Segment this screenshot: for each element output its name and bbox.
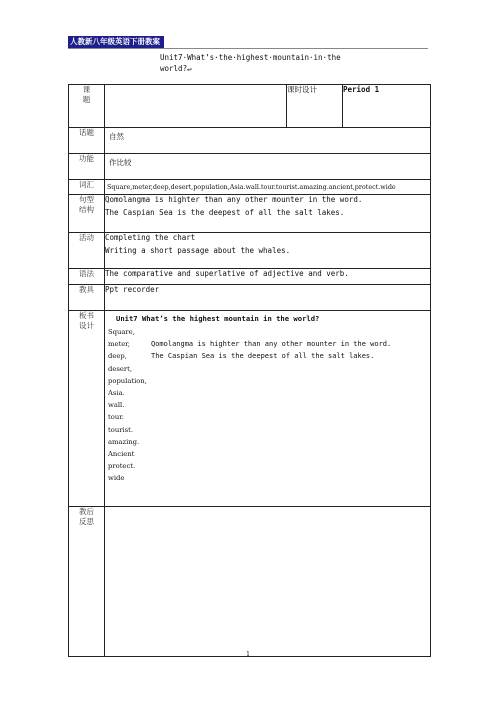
label-lesson: 课 题	[69, 85, 105, 128]
reflection-cell	[105, 507, 431, 657]
board-word: wall.	[108, 401, 125, 410]
row-vocab	[69, 180, 431, 195]
board-sentences	[151, 338, 391, 362]
row-activity	[69, 233, 431, 269]
label-vocab: 词汇	[69, 180, 105, 195]
label-board: 板书 设计	[69, 311, 105, 507]
label-reflection: 教后 反思	[69, 507, 105, 657]
document-header-badge: 人教新八年级英语下册教案	[68, 36, 164, 48]
row-function	[69, 154, 431, 180]
row-sentence	[69, 195, 431, 233]
label-design: 课时设计	[287, 85, 343, 128]
board-word: wide	[108, 474, 125, 483]
board-word: tour.	[108, 413, 124, 422]
row-board	[69, 311, 431, 507]
label-activity: 活动	[69, 233, 105, 269]
row-topic	[69, 128, 431, 154]
function-value: 作比较	[105, 154, 431, 180]
board-word: population,	[108, 376, 147, 385]
board-sentence-2: The Caspian Sea is the deepest of all the salt lakes.	[151, 352, 375, 361]
label-grammar: 语法	[69, 269, 105, 285]
label-function: 功能	[69, 154, 105, 180]
board-word: Ancient	[108, 450, 135, 459]
grammar-value: The comparative and superlative of adjective and verb.	[105, 269, 431, 285]
row-reflection	[69, 507, 431, 657]
activity-cell	[105, 233, 431, 269]
row-lesson-title	[69, 85, 431, 128]
label-topic: 话题	[69, 128, 105, 154]
tools-value: Ppt recorder	[105, 285, 431, 311]
board-word: protect.	[108, 462, 136, 471]
board-word: tourist.	[108, 425, 134, 434]
label-sentence: 句型 结构	[69, 195, 105, 233]
lesson-title-cell	[105, 85, 287, 128]
board-sentence-1: Qomolangma is highter than any other mounter in the word.	[151, 340, 392, 348]
board-title: Unit7 What’s the highest mountain in the world?	[116, 314, 320, 323]
topic-value: 自然	[105, 128, 431, 154]
board-word: desert,	[108, 364, 133, 373]
lesson-title-line-1: Unit7·What’s·the·highest·mountain·in·the	[160, 53, 341, 62]
header-rule	[68, 48, 428, 49]
row-tools	[69, 285, 431, 311]
sentence-line-2: The Caspian Sea is the deepest of all the salt lakes.	[105, 208, 345, 217]
board-cell	[105, 311, 431, 507]
row-grammar	[69, 269, 431, 285]
board-word: deep,	[108, 352, 127, 361]
sentence-line-1: Qomolangma is highter than any other mounter in the word.	[105, 195, 363, 204]
board-word: amazing.	[108, 437, 140, 446]
lesson-title-line-2: world?↵	[160, 64, 192, 73]
board-word: meter,	[108, 340, 130, 349]
vocab-value: Square,meter,deep,desert,population,Asia.wall.tour.tourist.amazing.ancient,protect.wide	[105, 180, 431, 195]
period-value: Period 1	[343, 85, 431, 128]
board-word: Asia.	[108, 389, 125, 398]
lesson-title	[160, 52, 360, 74]
activity-line-2: Writing a short passage about the whales.	[105, 246, 291, 255]
board-word: Square,	[108, 328, 135, 336]
label-tools: 教具	[69, 285, 105, 311]
lesson-plan-table	[68, 84, 431, 657]
activity-line-1: Completing the chart	[105, 233, 196, 242]
page-number: 1	[246, 651, 250, 658]
sentence-cell	[105, 195, 431, 233]
